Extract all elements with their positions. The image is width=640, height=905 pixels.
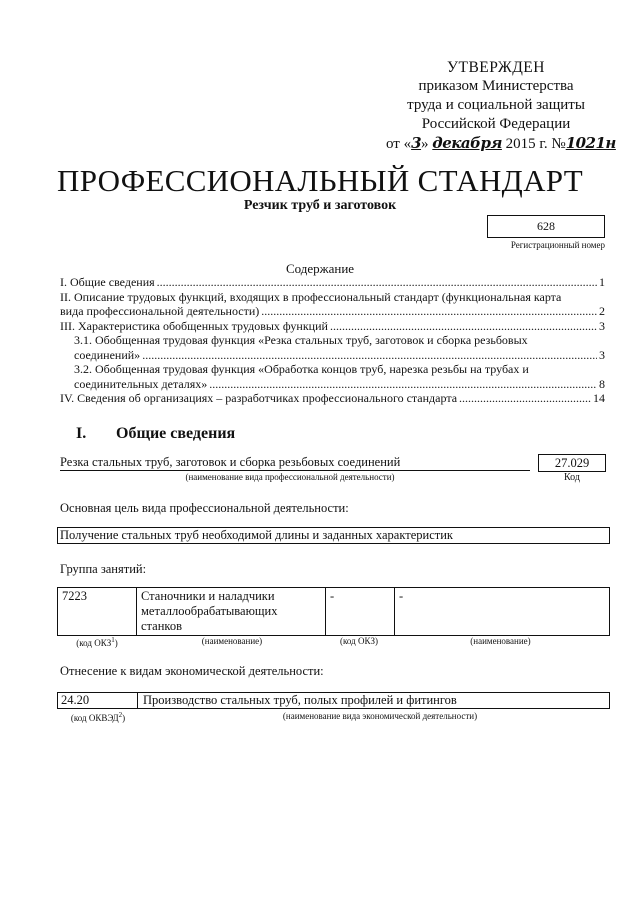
approval-line-2: труда и социальной защиты [407, 97, 585, 113]
caption-end: ) [114, 638, 118, 648]
approval-heading: УТВЕРЖДЕН [447, 59, 545, 76]
okved-name-caption: (наименование вида экономической деятельности) [282, 711, 478, 721]
order-number: 1021н [565, 134, 616, 152]
toc-title: Содержание [285, 261, 355, 276]
order-month: декабря [432, 134, 502, 152]
caption-end: ) [122, 713, 126, 723]
toc-item-text-cont: соединительных деталях» [74, 376, 208, 391]
okved-row [57, 692, 610, 709]
toc-leader [142, 348, 597, 363]
toc-item-text: II. Описание трудовых функций, входящих в профессиональный стандарт (функциональная карта [60, 289, 562, 304]
toc-item-page: 1 [599, 275, 605, 289]
registration-number-box: 628 [487, 215, 605, 238]
toc-item[interactable] [60, 319, 605, 334]
okz-code-2: - [326, 588, 395, 636]
toc-item-text-cont: вида профессиональной деятельности) [60, 304, 260, 318]
caption-text: (код ОКЗ [76, 638, 112, 648]
order-day: 3 [411, 134, 422, 152]
approval-block [386, 58, 616, 154]
order-mid: » [421, 136, 429, 152]
toc-item-page: 2 [599, 304, 605, 318]
toc-item-text: 3.1. Обобщенная трудовая функция «Резка стальных труб, заготовок и сборка резьбовых [74, 333, 528, 347]
section-title: Общие сведения [116, 425, 236, 442]
okved-label: Отнесение к видам экономической деятельности: [60, 664, 324, 678]
toc-item[interactable] [60, 290, 605, 319]
toc-item-text: III. Характеристика обобщенных трудовых функций [60, 318, 328, 333]
okz-name-1: Станочники и наладчики металлообрабатывающих станков [137, 588, 326, 636]
footnote-mark: 1 [111, 636, 115, 644]
registration-number-label: Регистрационный номер [510, 240, 605, 250]
approval-line-3: Российской Федерации [421, 116, 571, 132]
section-heading [76, 425, 235, 443]
order-year: 2015 г. № [505, 136, 566, 152]
toc-item-page: 8 [599, 376, 605, 391]
toc-item-page: 3 [599, 318, 605, 333]
okz-code-1: 7223 [58, 588, 137, 636]
okved-code-caption [57, 711, 139, 723]
activity-code-caption: Код [564, 472, 580, 483]
toc-leader [261, 304, 597, 319]
activity-name: Резка стальных труб, заготовок и сборка резьбовых соединений [60, 455, 530, 471]
toc-item[interactable] [60, 275, 605, 290]
toc-item-text-cont: соединений» [74, 347, 141, 362]
okz-name-2-caption: (наименование) [470, 636, 531, 646]
occupation-group-table [57, 587, 610, 636]
section-number: I. [76, 425, 87, 442]
table-of-contents [60, 275, 605, 406]
toc-item[interactable] [60, 391, 605, 406]
goal-label: Основная цель вида профессиональной деятельности: [60, 501, 349, 515]
approval-line-1: приказом Министерства [418, 78, 574, 94]
okved-name: Производство стальных труб, полых профилей и фитингов [143, 693, 457, 707]
toc-item-text: 3.2. Обобщенная трудовая функция «Обработка концов труб, нарезка резьбы на трубах и [74, 362, 529, 376]
caption-text: (код ОКВЭД [70, 713, 119, 723]
toc-leader [330, 319, 597, 334]
group-label: Группа занятий: [60, 562, 147, 576]
okz-code-caption [57, 636, 137, 648]
approval-order-line [386, 134, 616, 154]
toc-leader [459, 391, 591, 406]
document-subtitle: Резчик труб и заготовок [243, 198, 397, 213]
toc-item-page: 14 [593, 391, 605, 405]
okz-name-caption: (наименование) [201, 636, 263, 646]
toc-item[interactable] [60, 362, 605, 391]
okved-code: 24.20 [61, 693, 90, 707]
footnote-mark: 2 [118, 711, 123, 719]
toc-leader [157, 275, 597, 290]
toc-item-page: 3 [599, 347, 605, 362]
okz-name-2: - [395, 588, 610, 636]
goal-text: Получение стальных труб необходимой длины и заданных характеристик [57, 527, 610, 544]
activity-name-caption: (наименование вида профессиональной деятельности) [185, 472, 395, 482]
toc-item[interactable] [60, 333, 605, 362]
toc-item-text: I. Общие сведения [60, 275, 155, 289]
activity-code: 27.029 [538, 454, 606, 472]
toc-item-text: IV. Сведения об организациях – разработчиках профессионального стандарта [60, 391, 458, 405]
toc-leader [209, 377, 597, 392]
document-title: ПРОФЕССИОНАЛЬНЫЙ СТАНДАРТ [57, 163, 583, 198]
okz-code-2-caption: (код ОКЗ) [340, 636, 378, 646]
order-prefix: от « [386, 136, 412, 152]
